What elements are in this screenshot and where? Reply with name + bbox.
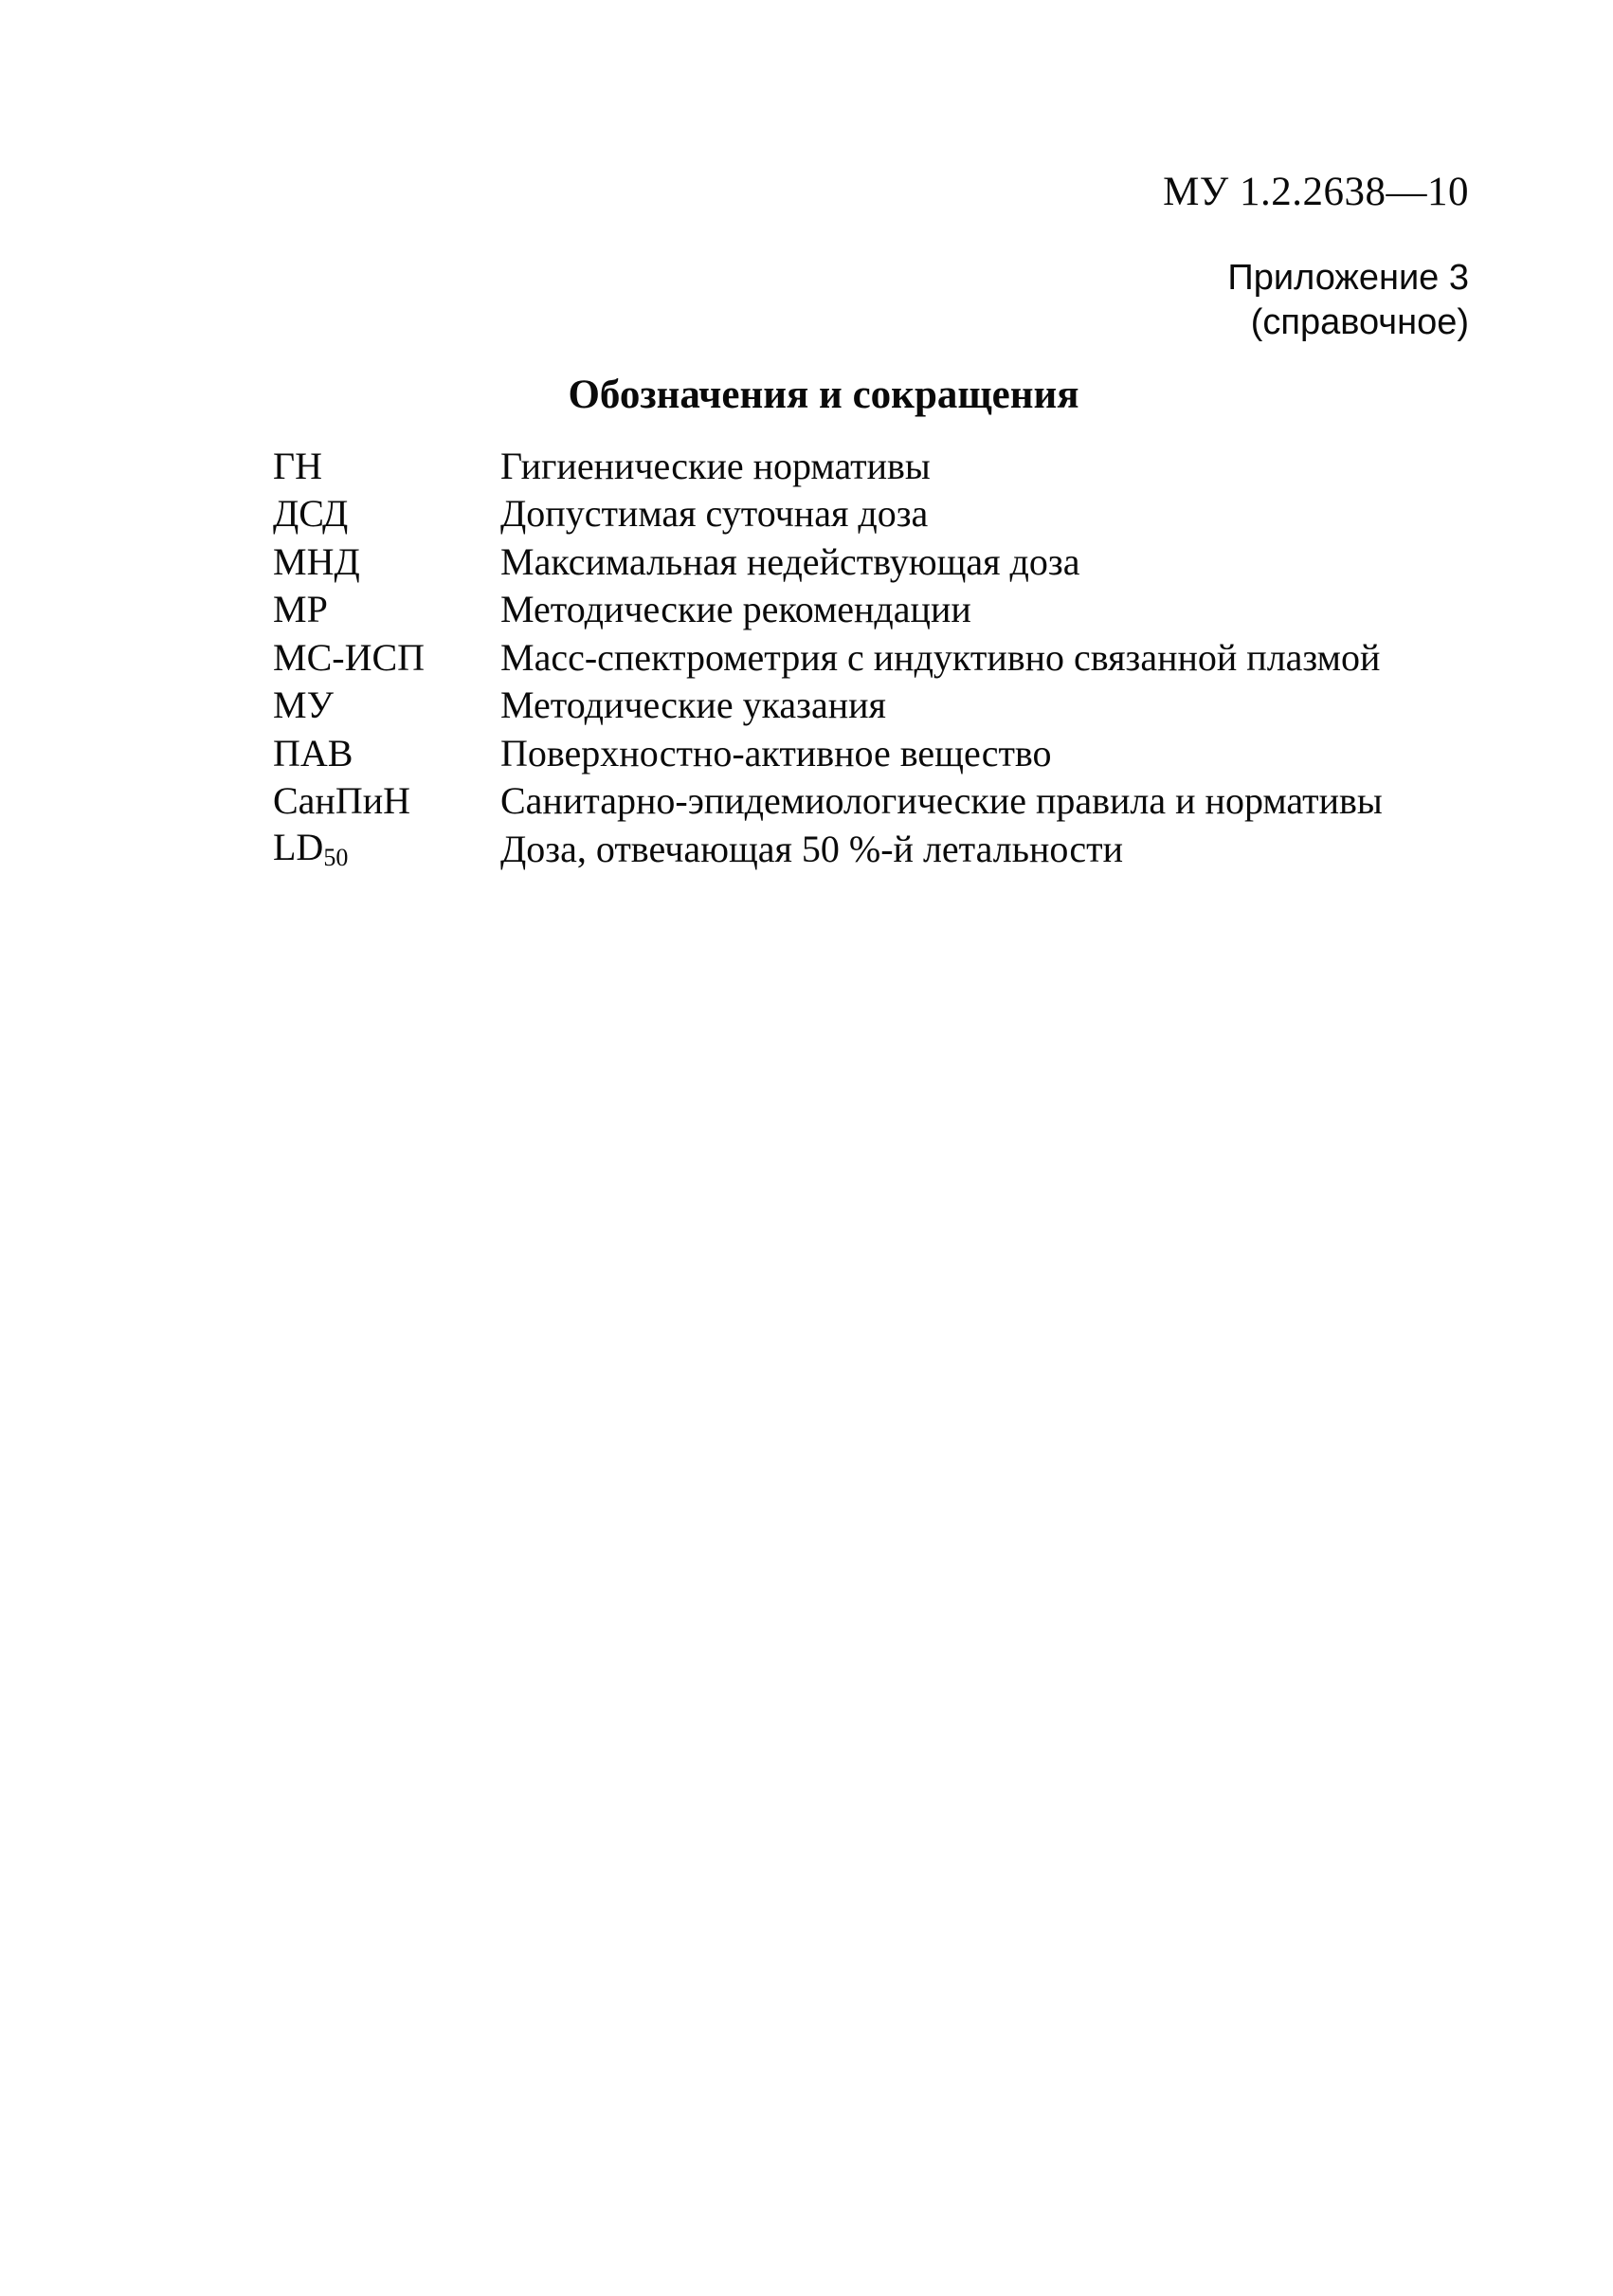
- abbreviation-row: [273, 633, 1383, 682]
- abbreviation-definition: Доза, отвечающая 50 %-й летальности: [500, 827, 1123, 870]
- abbreviation-definition: Санитарно-эпидемиологические правила и нормативы: [500, 779, 1383, 823]
- appendix-heading: [1227, 256, 1469, 345]
- abbreviation-definition: Максимальная недействующая доза: [500, 539, 1080, 583]
- abbreviation-term-subscript: 50: [323, 844, 349, 872]
- abbreviation-term: СанПиН: [273, 779, 411, 823]
- abbreviation-term: ГН: [273, 444, 323, 487]
- abbreviation-definition: Методические указания: [500, 683, 886, 727]
- abbreviation-row: [273, 586, 1383, 634]
- abbreviation-term: МУ: [273, 683, 334, 727]
- abbreviation-definition: Гигиенические нормативы: [500, 444, 931, 487]
- abbreviation-definition: Масс-спектрометрия с индуктивно связанной плазмой: [500, 635, 1381, 679]
- abbreviation-row: [273, 729, 1383, 777]
- abbreviation-term: [273, 825, 500, 872]
- abbreviation-term: ПАВ: [273, 731, 353, 774]
- document-code: МУ 1.2.2638—10: [1163, 170, 1469, 214]
- page-title: Обозначения и сокращения: [568, 373, 1079, 417]
- abbreviation-row: [273, 490, 1383, 538]
- appendix-type: (справочное): [1250, 302, 1469, 342]
- abbreviation-row: [273, 777, 1383, 826]
- abbreviation-term: МС-ИСП: [273, 635, 426, 679]
- abbreviation-definition: Допустимая суточная доза: [500, 492, 929, 536]
- abbreviation-term: ДСД: [273, 492, 349, 536]
- appendix-label: Приложение 3: [1227, 258, 1469, 298]
- abbreviation-list: [273, 442, 1383, 873]
- abbreviation-row: [273, 682, 1383, 730]
- abbreviation-term: МНД: [273, 539, 360, 583]
- abbreviation-row: [273, 442, 1383, 490]
- abbreviation-definition: Поверхностно-активное вещество: [500, 731, 1052, 774]
- abbreviation-definition: Методические рекомендации: [500, 588, 971, 631]
- abbreviation-term-base: LD: [273, 826, 324, 869]
- abbreviation-row: [273, 825, 1383, 873]
- abbreviation-row: [273, 538, 1383, 586]
- abbreviation-term: МР: [273, 588, 328, 631]
